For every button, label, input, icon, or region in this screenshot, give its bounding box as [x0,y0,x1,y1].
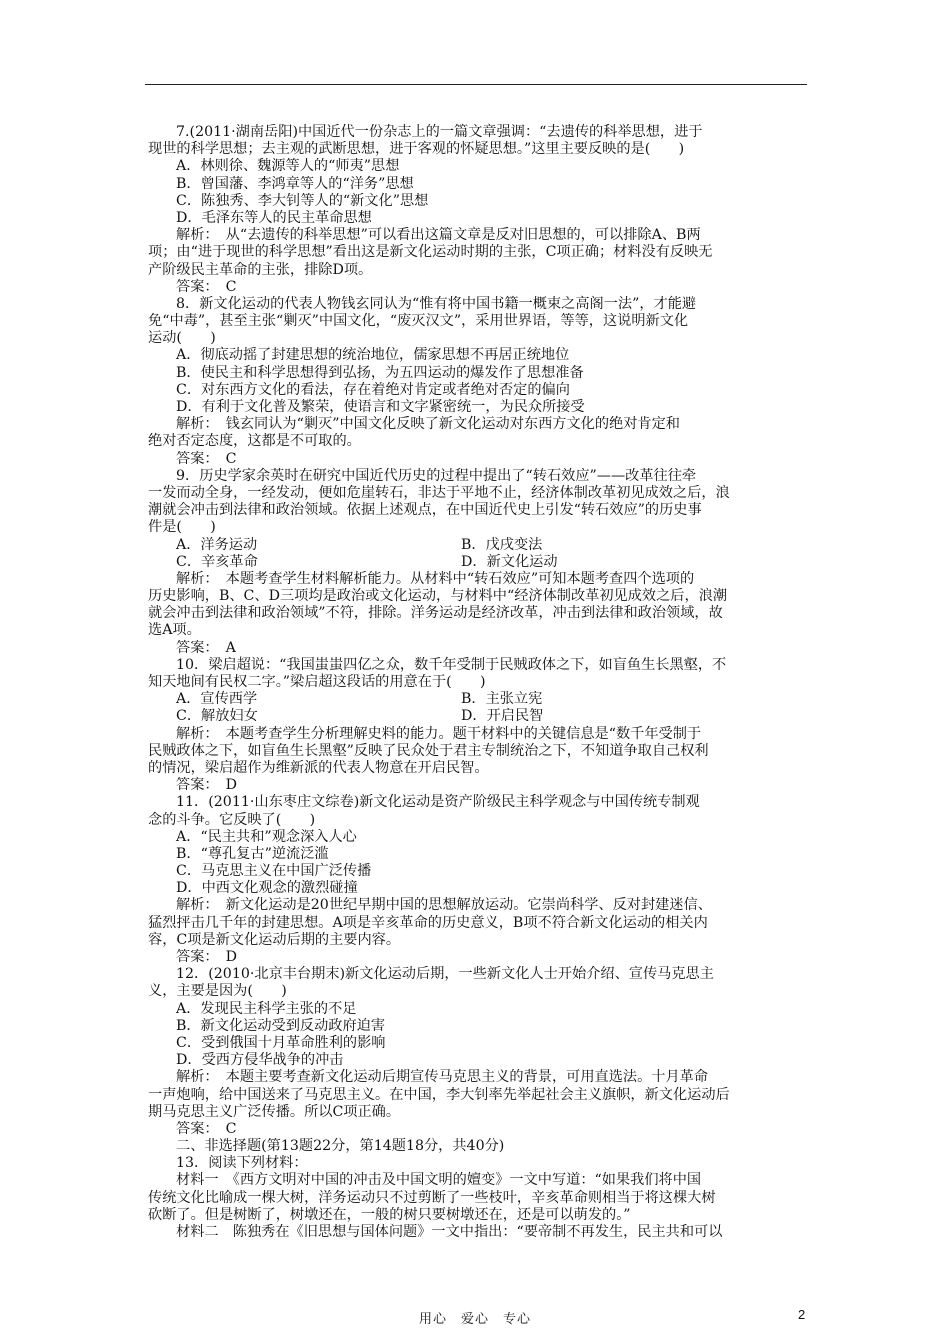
q11-answer: 答案： D [176,949,238,965]
q8-answer: 答案： C [176,450,237,467]
q12-analysis-line-2: 一声炮响，给中国送来了马克思主义。在中国，李大钊率先举起社会主义旗帜，新文化运动后 [148,1086,730,1103]
q10-option-b: B．主张立宪 [461,691,543,708]
q10-analysis-line-2: 民贼政体之下，如盲鱼生长黑壑”反映了民众处于君主专制统治之下，不知道争取自己权利 [148,742,709,759]
q8-stem-line-1: 8．新文化运动的代表人物钱玄同认为“惟有将中国书籍一概束之高阁一法”，才能避 [176,295,697,312]
q10-options-row-2 [148,708,808,725]
q10-options-row-1 [148,691,808,708]
q7-stem-line-2: 现世的科学思想；去主观的武断思想，进于客观的怀疑思想。”这里主要反映的是( ) [148,141,685,158]
q7-answer: 答案： C [176,278,237,295]
q7-analysis-line-2: 项；由“进于现世的科学思想”看出这是新文化运动时期的主张，C项正确；材料没有反映无 [148,244,713,261]
q9-stem-line-1: 9．历史学家余英时在研究中国近代历史的过程中提出了“转石效应”——改革往往牵 [176,467,697,484]
q13-material-2-line-1: 材料二 陈独秀在《旧思想与国体问题》一文中指出：“要帝制不再发生，民主共和可以 [176,1224,723,1240]
q9-analysis-line-1: 解析： 本题考查学生材料解析能力。从材料中“转石效应”可知本题考查四个选项的 [176,570,695,587]
q10-stem-line-2: 知天地间有民权二字。”梁启超这段话的用意在于( ) [148,674,486,690]
q9-option-a: A．洋务运动 [176,536,258,553]
q10-option-d: D．开启民智 [461,708,544,725]
q9-options-row-2 [148,554,808,571]
q13-material-1-line-3: 砍断了。但是树断了，树墩还在，一般的树只要树墩还在，还是可以萌发的。” [148,1206,631,1223]
q7-option-c: C．陈独秀、李大钊等人的“新文化”思想 [176,192,429,209]
q12-option-a: A．发现民主科学主张的不足 [176,1000,357,1017]
q8-option-d: D．有利于文化普及繁荣，使语言和文字紧密统一，为民众所接受 [176,399,585,415]
q10-stem-line-1: 10．梁启超说：“我国蚩蚩四亿之众，数千年受制于民贼政体之下，如盲鱼生长黑壑，不 [176,656,727,673]
q9-options-row-1 [148,537,808,554]
q12-analysis-line-3: 期马克思主义广泛传播。所以C项正确。 [148,1103,401,1120]
q9-analysis-line-2: 历史影响，B、C、D三项均是政治或文化运动，与材料中“经济体制改革初见成效之后，浪潮 [148,588,728,605]
q9-option-c: C．辛亥革命 [176,553,258,570]
q11-analysis-line-1: 解析： 新文化运动是20世纪早期中国的思想解放运动。它崇尚科学、反对封建迷信、 [176,897,712,914]
q7-option-d: D．毛泽东等人的民主革命思想 [176,209,372,226]
q11-option-b: B．“尊孔复古”逆流泛滥 [176,845,329,862]
q10-answer: 答案： D [176,777,238,794]
q8-option-b: B．使民主和科学思想得到弘扬，为五四运动的爆发作了思想准备 [176,364,584,381]
q9-option-d: D．新文化运动 [461,553,558,570]
q11-option-d: D．中西文化观念的激烈碰撞 [176,880,358,897]
page-body [148,124,808,1241]
q11-option-a: A．“民主共和”观念深入人心 [176,828,357,845]
q10-analysis-line-1: 解析： 本题考查学生分析理解史料的能力。题干材料中的关键信息是“数千年受制于 [176,725,702,742]
q13-material-1-line-1: 材料一 《西方文明对中国的冲击及中国文明的嬗变》一文中写道：“如果我们将中国 [176,1172,702,1189]
q11-option-c: C．马克思主义在中国广泛传播 [176,863,372,880]
q13-material-1-line-2: 传统文化比喻成一棵大树，洋务运动只不过剪断了一些枝叶，辛亥革命则相当于将这棵大树 [148,1189,716,1206]
q9-analysis-line-3: 就会冲击到法律和政治领域”不符，排除。洋务运动是经济改革，冲击到法律和政治领域，故 [148,605,723,622]
q7-analysis-line-1: 解析： 从“去遗传的科举思想”可以看出这篇文章是反对旧思想的，可以排除A、B两 [176,227,701,244]
q12-answer: 答案： C [176,1120,237,1137]
section-heading: 二、非选择题(第13题22分，第14题18分，共40分) [176,1138,505,1155]
q12-option-d: D．受西方侵华战争的冲击 [176,1052,344,1069]
header-rule [145,84,807,85]
q8-stem-line-2: 免“中毒”，甚至主张“剿灭”中国文化，“废灭汉文”，采用世界语，等等，这说明新文化 [148,313,689,330]
footer-motto: 用心 爱心 专心 [418,1312,531,1327]
q13-stem: 13．阅读下列材料： [176,1155,308,1172]
page-number: 2 [798,1307,806,1322]
q9-answer: 答案： A [176,639,236,656]
q8-analysis-line-2: 绝对否定态度，这都是不可取的。 [148,433,361,450]
q11-stem-line-2: 念的斗争。它反映了( ) [148,811,316,828]
q9-stem-line-3: 潮就会冲击到法律和政治领域。依据上述观点，在中国近代史上引发“转石效应”的历史事 [148,502,702,519]
q8-option-a: A．彻底动摇了封建思想的统治地位，儒家思想不再居正统地位 [176,347,570,364]
q11-analysis-line-2: 猛烈抨击几千年的封建思想。A项是辛亥革命的历史意义，B项不符合新文化运动的相关内 [148,914,708,931]
q10-analysis-line-3: 的情况，梁启超作为维新派的代表人物意在开启民智。 [148,759,489,776]
q7-option-a: A．林则徐、魏源等人的“师夷”思想 [176,158,400,175]
q7-option-b: B．曾国藩、李鸿章等人的“洋务”思想 [176,175,414,192]
q12-option-c: C．受到俄国十月革命胜利的影响 [176,1034,386,1051]
q9-stem-line-4: 件是( ) [148,519,216,536]
q10-option-c: C．解放妇女 [176,708,258,725]
q11-analysis-line-3: 容，C项是新文化运动后期的主要内容。 [148,931,401,948]
q9-stem-line-2: 一发而动全身，一经发动，便如危崖转石，非达于平地不止，经济体制改革初见成效之后，浪 [148,484,730,501]
q12-option-b: B．新文化运动受到反动政府迫害 [176,1017,386,1034]
q7-stem-line-1: 7.(2011·湖南岳阳)中国近代一份杂志上的一篇文章强调：“去遗传的科举思想，进于 [176,124,703,140]
q8-option-c: C．对东西方文化的看法，存在着绝对肯定或者绝对否定的偏向 [176,381,570,398]
q9-analysis-line-4: 选A项。 [148,622,201,639]
q11-stem-line-1: 11．(2011·山东枣庄文综卷)新文化运动是资产阶级民主科学观念与中国传统专制观 [176,794,700,811]
q12-stem-line-2: 义，主要是因为( ) [148,983,287,1000]
q9-option-b: B．戊戌变法 [461,536,543,553]
q12-stem-line-1: 12．(2010·北京丰台期末)新文化运动后期，一些新文化人士开始介绍、宣传马克思主 [176,966,714,983]
q7-analysis-line-3: 产阶级民主革命的主张，排除D项。 [148,261,373,278]
q10-option-a: A．宣传西学 [176,691,258,708]
q8-analysis-line-1: 解析： 钱玄同认为“剿灭”中国文化反映了新文化运动对东西方文化的绝对肯定和 [176,416,680,433]
q8-stem-line-3: 运动( ) [148,330,216,347]
q12-analysis-line-1: 解析： 本题主要考查新文化运动后期宣传马克思主义的背景，可用直选法。十月革命 [176,1069,709,1086]
